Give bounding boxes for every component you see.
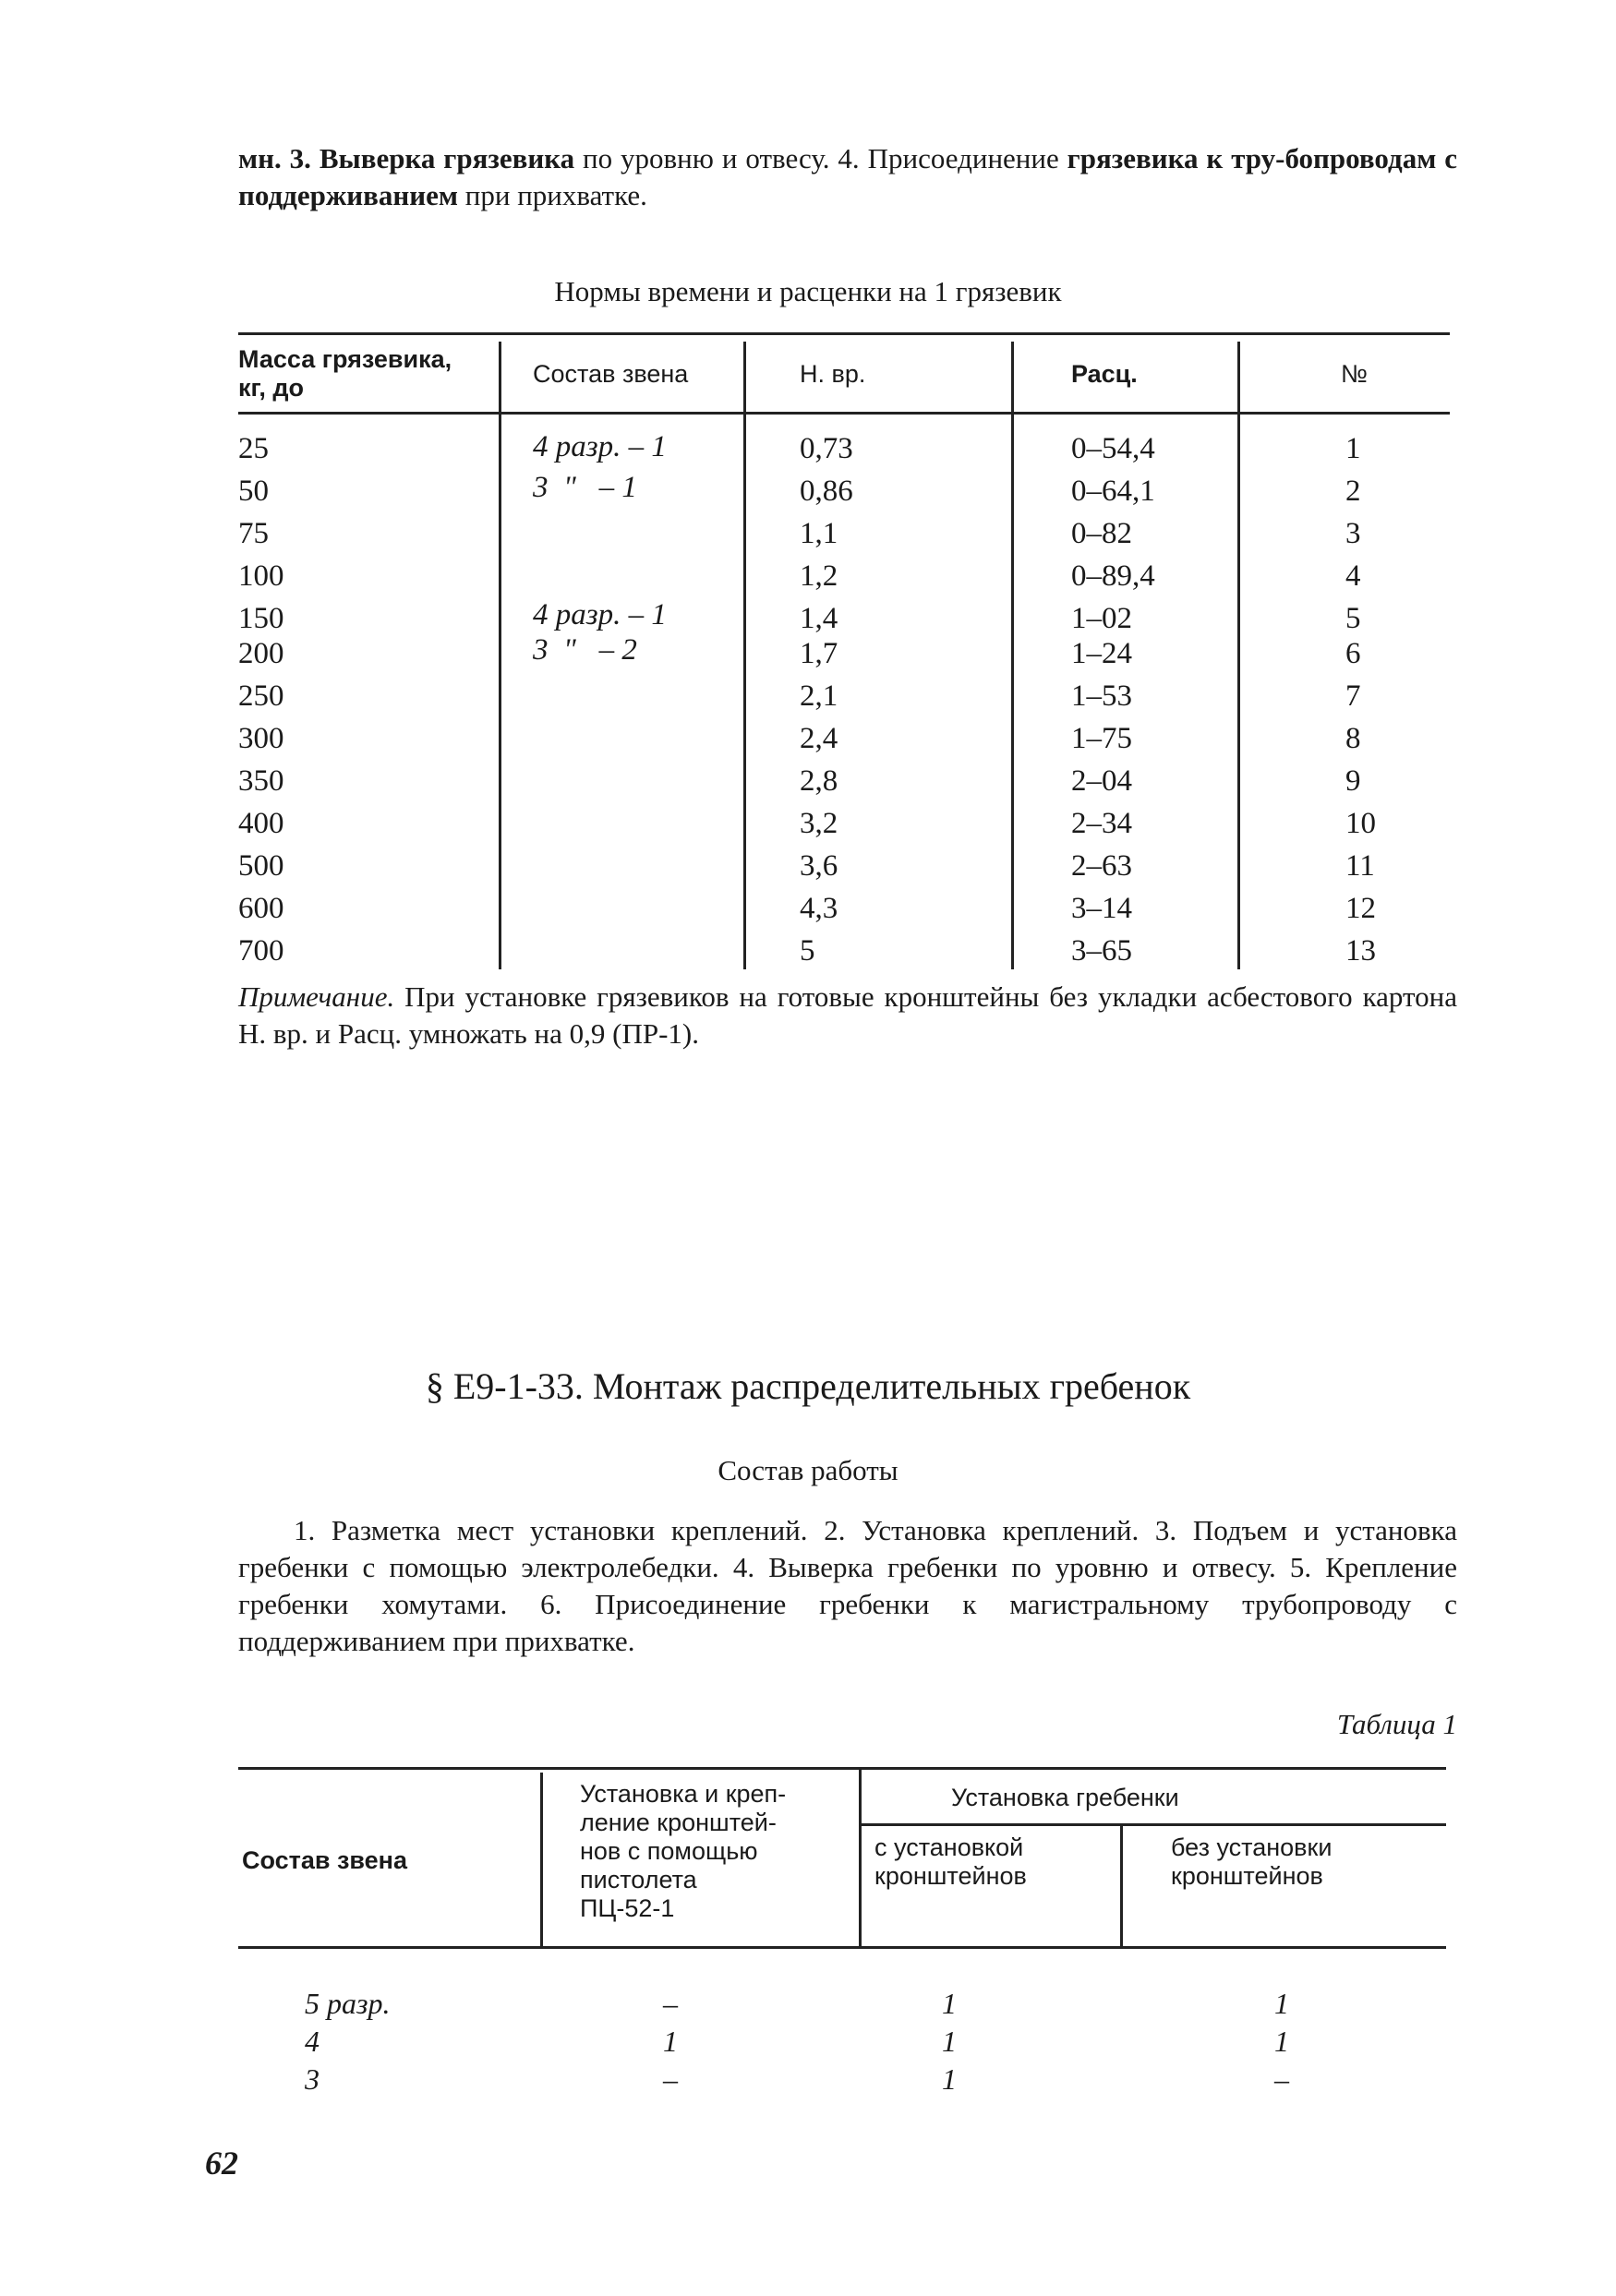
section-subtitle: Состав работы — [718, 1454, 898, 1486]
cell-rate: 0–64,1 — [1071, 475, 1155, 508]
cell-mass: 400 — [238, 807, 284, 840]
table-a-top-rule — [238, 332, 1450, 335]
cell-rate: 1–75 — [1071, 722, 1132, 755]
cell-norm: 0,86 — [800, 475, 853, 508]
cell-rate: 0–89,4 — [1071, 559, 1155, 593]
header-crew: Состав звена — [533, 360, 689, 388]
cell-mass: 700 — [238, 934, 284, 968]
cell-rate: 1–24 — [1071, 637, 1132, 670]
header-b-with-l2: кронштейнов — [874, 1862, 1027, 1890]
cell-norm: 3,2 — [800, 807, 838, 840]
intro-bold-1: мн. 3. — [238, 142, 311, 174]
table-b-col-divider — [1120, 1823, 1123, 1946]
cell-number: 1 — [1345, 432, 1361, 465]
intro-bold-3: грязевика к тру-бопроводам с поддерживанием — [238, 142, 1457, 211]
cell-mass: 50 — [238, 475, 269, 508]
cell-rate: 3–65 — [1071, 934, 1132, 968]
cell-rate: 1–53 — [1071, 679, 1132, 713]
section-title: § Е9-1-33. Монтаж распределительных гребенок — [425, 1365, 1191, 1407]
crew-group-2-line1: 4 разр. – 1 — [533, 598, 667, 631]
cell-b-without: – — [1274, 2062, 1289, 2096]
cell-number: 8 — [1345, 722, 1361, 755]
cell-rate: 1–02 — [1071, 602, 1132, 635]
header-rate: Расц. — [1071, 360, 1138, 388]
page-number: 62 — [205, 2145, 238, 2182]
intro-text-1: по уровню и отвесу. 4. Присоединение — [583, 142, 1059, 174]
cell-rate: 2–34 — [1071, 807, 1132, 840]
cell-norm: 2,1 — [800, 679, 838, 713]
table-b-col-divider — [859, 1767, 862, 1946]
table-a-caption: Нормы времени и расценки на 1 грязевик — [554, 275, 1062, 307]
cell-mass: 25 — [238, 432, 269, 465]
cell-norm: 5 — [800, 934, 815, 968]
cell-b-install: – — [663, 1987, 678, 2020]
cell-mass: 250 — [238, 679, 284, 713]
header-norm: Н. вр. — [800, 360, 866, 388]
table-a-col-divider — [743, 342, 746, 969]
cell-number: 4 — [1345, 559, 1361, 593]
cell-b-install: – — [663, 2062, 678, 2096]
cell-mass: 600 — [238, 892, 284, 925]
cell-norm: 4,3 — [800, 892, 838, 925]
crew-group-1-line2: 3 " – 1 — [533, 471, 637, 504]
header-b-crew: Состав звена — [242, 1846, 407, 1874]
cell-rate: 2–63 — [1071, 849, 1132, 883]
cell-rate: 3–14 — [1071, 892, 1132, 925]
cell-b-with: 1 — [942, 2025, 957, 2058]
header-b-without-l2: кронштейнов — [1171, 1862, 1323, 1890]
cell-number: 2 — [1345, 475, 1361, 508]
cell-mass: 150 — [238, 602, 284, 635]
header-b-install-l2: ление кронштей- — [580, 1809, 777, 1836]
cell-norm: 1,2 — [800, 559, 838, 593]
cell-norm: 2,8 — [800, 764, 838, 798]
header-b-install-l3: нов с помощью — [580, 1837, 758, 1865]
crew-group-1-line1: 4 разр. – 1 — [533, 430, 667, 463]
intro-text-2: при прихватке. — [464, 179, 647, 211]
note-text: При установке грязевиков на готовые кронштейны без укладки асбестового картона Н. вр. и Расц. умножать на 0,9 (ПР-1). — [238, 980, 1458, 1050]
cell-mass: 200 — [238, 637, 284, 670]
table-b-label: Таблица 1 — [1336, 1708, 1457, 1740]
cell-norm: 3,6 — [800, 849, 838, 883]
cell-mass: 350 — [238, 764, 284, 798]
crew-group-2-line2: 3 " – 2 — [533, 633, 637, 667]
cell-mass: 500 — [238, 849, 284, 883]
cell-number: 7 — [1345, 679, 1361, 713]
cell-norm: 0,73 — [800, 432, 853, 465]
table-b-col-divider — [540, 1773, 543, 1946]
intro-bold-2: Выверка грязевика — [319, 142, 575, 174]
cell-number: 9 — [1345, 764, 1361, 798]
intro-paragraph — [238, 140, 1457, 214]
table-b-header-rule — [238, 1946, 1446, 1949]
cell-norm: 2,4 — [800, 722, 838, 755]
cell-b-without: 1 — [1274, 2025, 1289, 2058]
cell-b-install: 1 — [663, 2025, 678, 2058]
cell-number: 3 — [1345, 517, 1361, 550]
cell-b-crew: 5 разр. — [305, 1987, 391, 2020]
header-b-install-l5: ПЦ-52-1 — [580, 1894, 675, 1922]
table-b-sub-rule — [859, 1823, 1446, 1826]
cell-rate: 0–54,4 — [1071, 432, 1155, 465]
cell-rate: 2–04 — [1071, 764, 1132, 798]
table-a-col-divider — [1011, 342, 1014, 969]
header-mass-line2: кг, до — [238, 374, 305, 402]
work-description: 1. Разметка мест установки креплений. 2. Установка креплений. 3. Подъем и установка гребенки с помощью электролебедки. 4. Выверка гребенки по уровню и отвесу. 5. Крепление гребенки хомутами. 6. Присоединение гребенки к магистральному трубопроводу с поддерживанием при прихватке. — [238, 1514, 1457, 1657]
cell-number: 12 — [1345, 892, 1376, 925]
cell-b-crew: 4 — [305, 2025, 320, 2058]
cell-rate: 0–82 — [1071, 517, 1132, 550]
table-a-note — [238, 979, 1457, 1052]
header-number: № — [1341, 360, 1368, 388]
cell-b-crew: 3 — [305, 2062, 320, 2096]
cell-number: 6 — [1345, 637, 1361, 670]
cell-number: 11 — [1345, 849, 1375, 883]
table-b-top-rule — [238, 1767, 1446, 1770]
cell-mass: 300 — [238, 722, 284, 755]
header-b-comb: Установка гребенки — [951, 1784, 1179, 1811]
cell-b-with: 1 — [942, 2062, 957, 2096]
cell-b-with: 1 — [942, 1987, 957, 2020]
cell-norm: 1,7 — [800, 637, 838, 670]
table-a-header-rule — [238, 412, 1450, 415]
cell-number: 10 — [1345, 807, 1376, 840]
header-mass-line1: Масса грязевика, — [238, 345, 452, 373]
cell-b-without: 1 — [1274, 1987, 1289, 2020]
cell-number: 5 — [1345, 602, 1361, 635]
table-a-col-divider — [499, 342, 501, 969]
header-b-with-l1: с установкой — [874, 1833, 1024, 1861]
note-label: Примечание. — [238, 980, 395, 1013]
header-b-install-l1: Установка и креп- — [580, 1780, 787, 1808]
cell-norm: 1,1 — [800, 517, 838, 550]
cell-number: 13 — [1345, 934, 1376, 968]
table-a-col-divider — [1237, 342, 1240, 969]
header-b-without-l1: без установки — [1171, 1833, 1333, 1861]
header-b-install-l4: пистолета — [580, 1866, 697, 1893]
cell-mass: 75 — [238, 517, 269, 550]
cell-norm: 1,4 — [800, 602, 838, 635]
cell-mass: 100 — [238, 559, 284, 593]
